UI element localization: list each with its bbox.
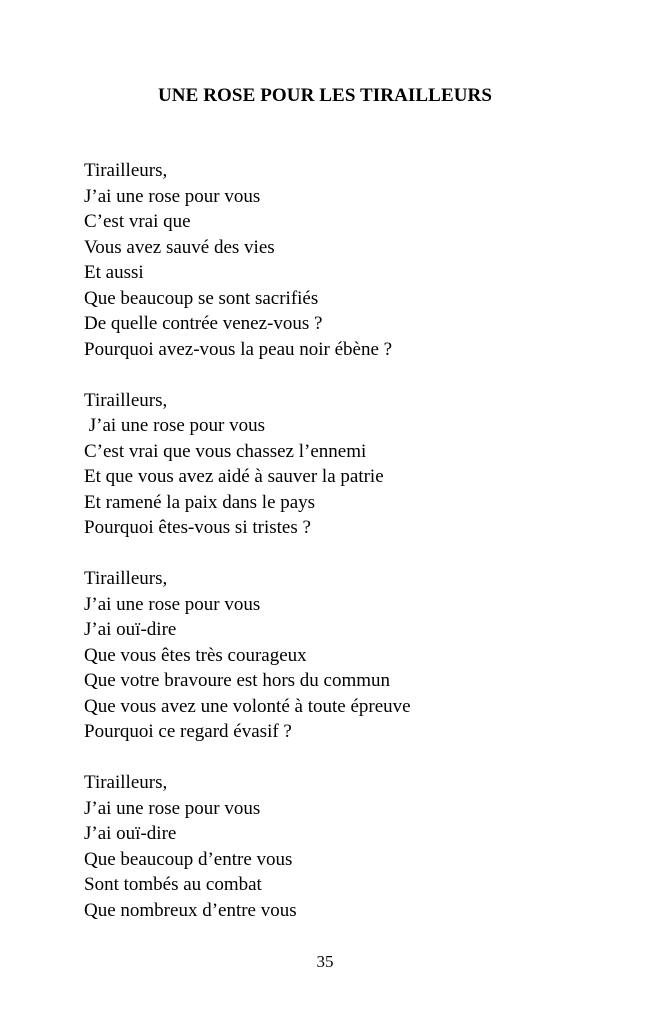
poem-line: Tirailleurs, — [84, 389, 168, 411]
poem-line: Sont tombés au combat — [84, 874, 262, 895]
stanza-2 — [84, 388, 624, 541]
poem-line: J’ai une rose pour vous — [84, 797, 261, 819]
poem-line: Que beaucoup se sont sacrifiés — [84, 287, 319, 309]
poem-line: Tirailleurs, — [84, 568, 168, 589]
poem-line: C’est vrai que — [84, 211, 191, 232]
poem-line: Que vous avez une volonté à toute épreuve — [84, 695, 411, 717]
poem-title: UNE ROSE POUR LES TIRAILLEURS — [157, 85, 493, 106]
poem-line: J’ai une rose pour vous — [84, 593, 261, 615]
poem-line: Vous avez sauvé des vies — [84, 236, 275, 258]
poem-line: Que votre bravoure est hors du commun — [84, 670, 391, 691]
stanza-3 — [84, 566, 624, 745]
poem-line: Et aussi — [84, 262, 144, 283]
poem-line: Pourquoi êtes-vous si tristes ? — [84, 517, 311, 538]
poem-line: Et ramené la paix dans le pays — [84, 491, 316, 513]
poem-line: C’est vrai que vous chassez l’ennemi — [84, 440, 367, 462]
poem-line: Que nombreux d’entre vous — [84, 899, 297, 921]
poem-line: J’ai ouï-dire — [84, 619, 177, 640]
poem-line: Pourquoi ce regard évasif ? — [84, 721, 292, 742]
poem-line: Tirailleurs, — [84, 160, 168, 181]
poem-body — [84, 158, 624, 949]
poem-line: Tirailleurs, — [84, 772, 168, 793]
poem-line: Pourquoi avez-vous la peau noir ébène ? — [84, 338, 393, 360]
page-number: 35 — [316, 952, 334, 971]
poem-line: J’ai ouï-dire — [84, 823, 177, 844]
poem-line: J’ai une rose pour vous — [84, 185, 261, 207]
poem-line: De quelle contrée venez-vous ? — [84, 313, 323, 334]
poem-line: Et que vous avez aidé à sauver la patrie — [84, 466, 384, 487]
stanza-4 — [84, 770, 624, 923]
poem-line: J’ai une rose pour vous — [84, 415, 265, 436]
stanza-1 — [84, 158, 624, 362]
poem-line: Que vous êtes très courageux — [84, 644, 307, 666]
poem-line: Que beaucoup d’entre vous — [84, 848, 293, 870]
